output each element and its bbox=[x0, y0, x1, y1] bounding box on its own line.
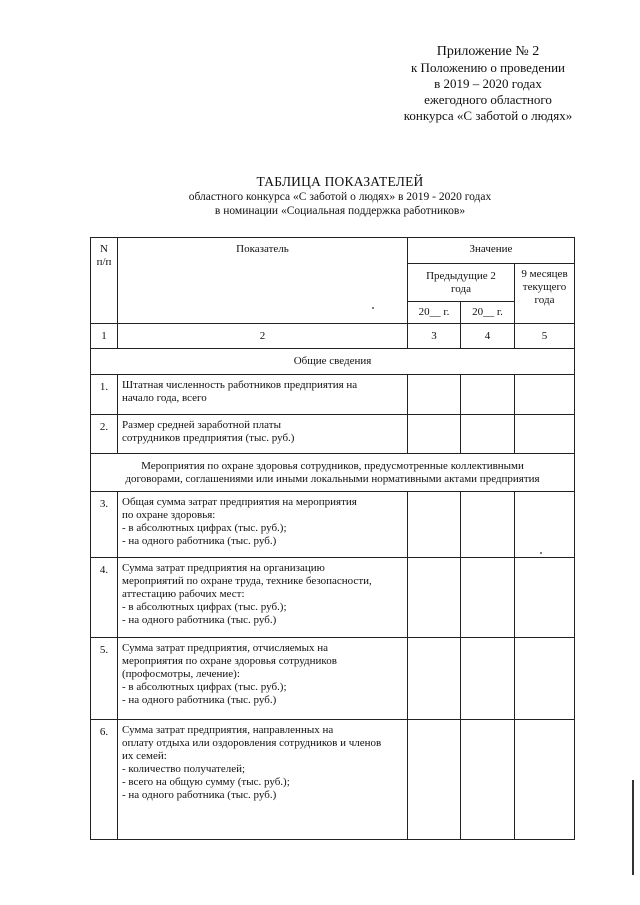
indicator-text-line: начало года, всего bbox=[122, 392, 207, 404]
row-number-cell bbox=[91, 492, 118, 558]
header-text: года bbox=[451, 283, 471, 295]
indicator-text-line: Размер средней заработной платы bbox=[122, 419, 281, 431]
indicator-text-line: Сумма затрат предприятия на организацию bbox=[122, 562, 325, 574]
indicator-text-line: - в абсолютных цифрах (тыс. руб.); bbox=[122, 522, 287, 534]
indicator-cell bbox=[118, 492, 408, 558]
indicator-text-line: аттестацию рабочих мест: bbox=[122, 588, 245, 600]
column-number-cell bbox=[515, 324, 575, 349]
indicator-text-line: - на одного работника (тыс. руб.) bbox=[122, 789, 277, 801]
header-text: N bbox=[100, 243, 108, 255]
table-subtitle: областного конкурса «С заботой о людях» в 2019 - 2020 годах bbox=[188, 191, 492, 203]
appendix-line: Приложение № 2 bbox=[436, 44, 540, 59]
header-text: 20__ г. bbox=[472, 306, 503, 318]
section-title-line: договорами, соглашениями или иными локальными нормативными актами предприятия bbox=[125, 472, 540, 485]
row-number-cell bbox=[91, 415, 118, 454]
indicator-text-line: (профосмотры, лечение): bbox=[122, 668, 240, 680]
indicator-text-line: Общая сумма затрат предприятия на мероприятия bbox=[122, 496, 357, 508]
value-cell[interactable] bbox=[461, 720, 515, 840]
indicator-cell bbox=[118, 558, 408, 638]
value-cell[interactable] bbox=[461, 375, 515, 415]
column-number: 3 bbox=[431, 329, 437, 342]
indicator-text-line: по охране здоровья: bbox=[122, 509, 216, 521]
row-number-cell bbox=[91, 558, 118, 638]
row-number: 2. bbox=[99, 421, 109, 433]
header-current-cell bbox=[515, 264, 575, 324]
appendix-line: к Положению о проведении bbox=[410, 60, 566, 75]
appendix-line: конкурса «С заботой о людях» bbox=[403, 108, 573, 123]
value-cell[interactable] bbox=[408, 492, 461, 558]
row-number: 4. bbox=[99, 564, 109, 576]
indicator-cell bbox=[118, 415, 408, 454]
value-cell[interactable] bbox=[461, 558, 515, 638]
section-title-line: Мероприятия по охране здоровья сотрудников, предусмотренные коллективными bbox=[141, 459, 524, 472]
value-cell[interactable] bbox=[408, 558, 461, 638]
value-cell[interactable] bbox=[461, 638, 515, 720]
value-cell[interactable] bbox=[515, 415, 575, 454]
header-text: 9 месяцев bbox=[521, 268, 568, 280]
column-number: 4 bbox=[484, 329, 491, 342]
table-row bbox=[91, 720, 575, 840]
value-cell[interactable] bbox=[408, 375, 461, 415]
indicators-table bbox=[90, 237, 575, 840]
column-number: 5 bbox=[541, 329, 548, 342]
table-title-block bbox=[0, 174, 640, 218]
value-cell[interactable] bbox=[515, 492, 575, 558]
value-cell[interactable] bbox=[408, 720, 461, 840]
row-number: 5. bbox=[99, 644, 109, 656]
indicator-text-line: - в абсолютных цифрах (тыс. руб.); bbox=[122, 681, 287, 693]
value-cell[interactable] bbox=[515, 720, 575, 840]
column-number-cell bbox=[118, 324, 408, 349]
scan-speck bbox=[540, 552, 542, 554]
section-title-line: Общие сведения bbox=[293, 355, 372, 367]
header-prev-years-cell bbox=[408, 264, 515, 302]
indicator-text-line: мероприятия по охране здоровья сотрудников bbox=[122, 655, 337, 667]
indicator-text-line: сотрудников предприятия (тыс. руб.) bbox=[122, 432, 295, 444]
column-number: 1 bbox=[101, 329, 107, 342]
header-year-cell bbox=[408, 302, 461, 324]
header-text: года bbox=[534, 294, 555, 306]
section-header bbox=[91, 454, 575, 492]
row-number: 3. bbox=[99, 498, 109, 510]
header-text: текущего bbox=[522, 281, 567, 293]
value-cell[interactable] bbox=[408, 638, 461, 720]
row-number: 6. bbox=[99, 726, 109, 738]
value-cell[interactable] bbox=[515, 558, 575, 638]
value-cell[interactable] bbox=[461, 415, 515, 454]
indicator-text-line: их семей: bbox=[122, 750, 167, 762]
row-number-cell bbox=[91, 375, 118, 415]
indicator-text-line: - на одного работника (тыс. руб.) bbox=[122, 694, 277, 706]
indicator-cell bbox=[118, 638, 408, 720]
value-cell[interactable] bbox=[515, 375, 575, 415]
indicator-text-line: оплату отдыха или оздоровления сотрудников и членов bbox=[122, 737, 382, 749]
appendix-line: ежегодного областного bbox=[424, 92, 552, 107]
scan-speck bbox=[372, 307, 374, 309]
column-number-cell bbox=[461, 324, 515, 349]
indicator-text-line: Сумма затрат предприятия, отчисляемых на bbox=[122, 642, 329, 654]
indicator-text-line: Сумма затрат предприятия, направленных на bbox=[122, 724, 334, 736]
indicator-cell bbox=[118, 375, 408, 415]
value-cell[interactable] bbox=[461, 492, 515, 558]
table-row bbox=[91, 558, 575, 638]
header-value-cell bbox=[408, 238, 575, 264]
indicator-text-line: - всего на общую сумму (тыс. руб.); bbox=[122, 776, 290, 788]
header-text: Предыдущие 2 bbox=[426, 270, 496, 282]
indicator-text-line: мероприятий по охране труда, технике безопасности, bbox=[122, 575, 372, 587]
row-number-cell bbox=[91, 638, 118, 720]
table-heading: ТАБЛИЦА ПОКАЗАТЕЛЕЙ bbox=[256, 174, 424, 189]
header-text: п/п bbox=[96, 256, 112, 268]
value-cell[interactable] bbox=[408, 415, 461, 454]
header-year-cell bbox=[461, 302, 515, 324]
value-cell[interactable] bbox=[515, 638, 575, 720]
appendix-line: в 2019 – 2020 годах bbox=[434, 76, 542, 91]
column-number: 2 bbox=[259, 329, 266, 342]
section-header bbox=[91, 349, 575, 375]
column-number-cell bbox=[91, 324, 118, 349]
indicator-text-line: - количество получателей; bbox=[122, 763, 246, 775]
column-number-cell bbox=[408, 324, 461, 349]
indicator-text-line: - в абсолютных цифрах (тыс. руб.); bbox=[122, 601, 287, 613]
appendix-block bbox=[372, 44, 604, 124]
header-number-cell bbox=[91, 238, 118, 324]
row-number: 1. bbox=[99, 381, 109, 393]
header-indicator-cell bbox=[118, 238, 408, 324]
table-row bbox=[91, 492, 575, 558]
table-subtitle: в номинации «Социальная поддержка работников» bbox=[214, 205, 466, 217]
header-text: Значение bbox=[469, 243, 513, 255]
indicator-cell bbox=[118, 720, 408, 840]
header-text: Показатель bbox=[236, 243, 289, 255]
table-row bbox=[91, 638, 575, 720]
indicator-text-line: Штатная численность работников предприятия на bbox=[122, 379, 358, 391]
table-row bbox=[91, 415, 575, 454]
scan-edge-mark bbox=[632, 780, 634, 875]
table-row bbox=[91, 375, 575, 415]
indicator-text-line: - на одного работника (тыс. руб.) bbox=[122, 535, 277, 547]
indicator-text-line: - на одного работника (тыс. руб.) bbox=[122, 614, 277, 626]
header-text: 20__ г. bbox=[418, 306, 450, 318]
row-number-cell bbox=[91, 720, 118, 840]
